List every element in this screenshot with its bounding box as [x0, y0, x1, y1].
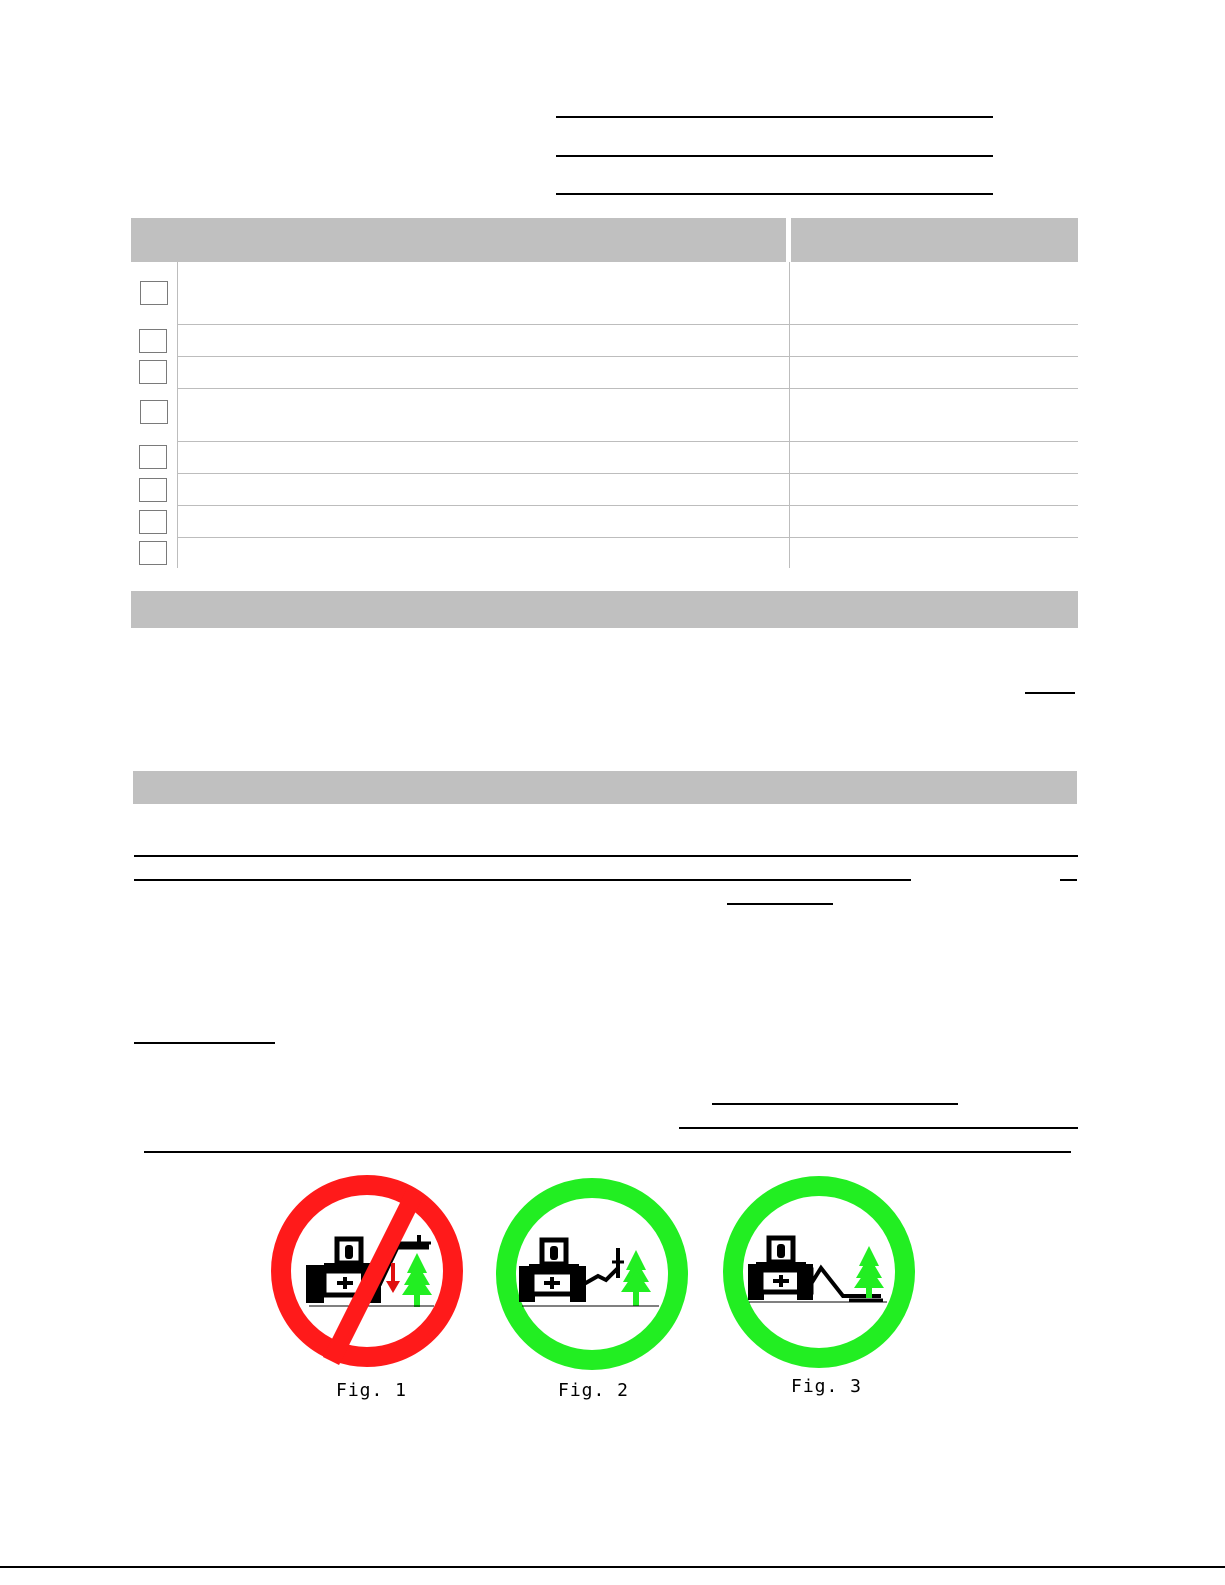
- underline-rule-2: [134, 879, 911, 881]
- checklist-checkbox-5[interactable]: [139, 445, 167, 469]
- allowed-raised-boom-icon: [494, 1176, 690, 1372]
- checkbox-column-divider: [177, 262, 178, 568]
- checklist-header-main: [131, 218, 786, 262]
- value-column-divider: [789, 262, 790, 568]
- checklist-checkbox-1[interactable]: [140, 281, 168, 305]
- prohibited-lowered-boom-icon: [269, 1173, 465, 1369]
- checklist-checkbox-2[interactable]: [139, 329, 167, 353]
- figure-1-caption: Fig. 1: [336, 1380, 408, 1401]
- row-divider: [177, 356, 1078, 357]
- underline-rule-8: [144, 1151, 1071, 1153]
- checklist-checkbox-3[interactable]: [139, 360, 167, 384]
- underline-rule-4: [727, 903, 833, 905]
- row-divider: [177, 441, 1078, 442]
- underline-rule-6: [712, 1103, 958, 1105]
- underline-rule-5: [134, 1042, 275, 1044]
- signature-line-3[interactable]: [556, 193, 993, 195]
- checklist-checkbox-8[interactable]: [139, 541, 167, 565]
- underline-rule-7: [679, 1127, 1078, 1129]
- signature-line-2[interactable]: [556, 155, 993, 157]
- checklist-checkbox-6[interactable]: [139, 478, 167, 502]
- section-header-band-2: [131, 591, 1078, 628]
- initials-line[interactable]: [1025, 692, 1075, 694]
- underline-rule-1: [134, 855, 1078, 857]
- row-divider: [177, 324, 1078, 325]
- row-divider: [177, 388, 1078, 389]
- checklist-checkbox-7[interactable]: [139, 510, 167, 534]
- signature-line-1[interactable]: [556, 116, 993, 118]
- figure-2-caption: Fig. 2: [558, 1380, 630, 1401]
- row-divider: [177, 505, 1078, 506]
- row-divider: [177, 537, 1078, 538]
- figure-3-caption: Fig. 3: [791, 1376, 863, 1397]
- page-bottom-rule: [0, 1566, 1225, 1568]
- checklist-checkbox-4[interactable]: [140, 400, 168, 424]
- allowed-ground-boom-icon: [721, 1174, 917, 1370]
- section-header-band-3: [133, 771, 1077, 804]
- row-divider: [177, 473, 1078, 474]
- checklist-header-side: [791, 218, 1078, 262]
- underline-rule-3: [1060, 879, 1077, 881]
